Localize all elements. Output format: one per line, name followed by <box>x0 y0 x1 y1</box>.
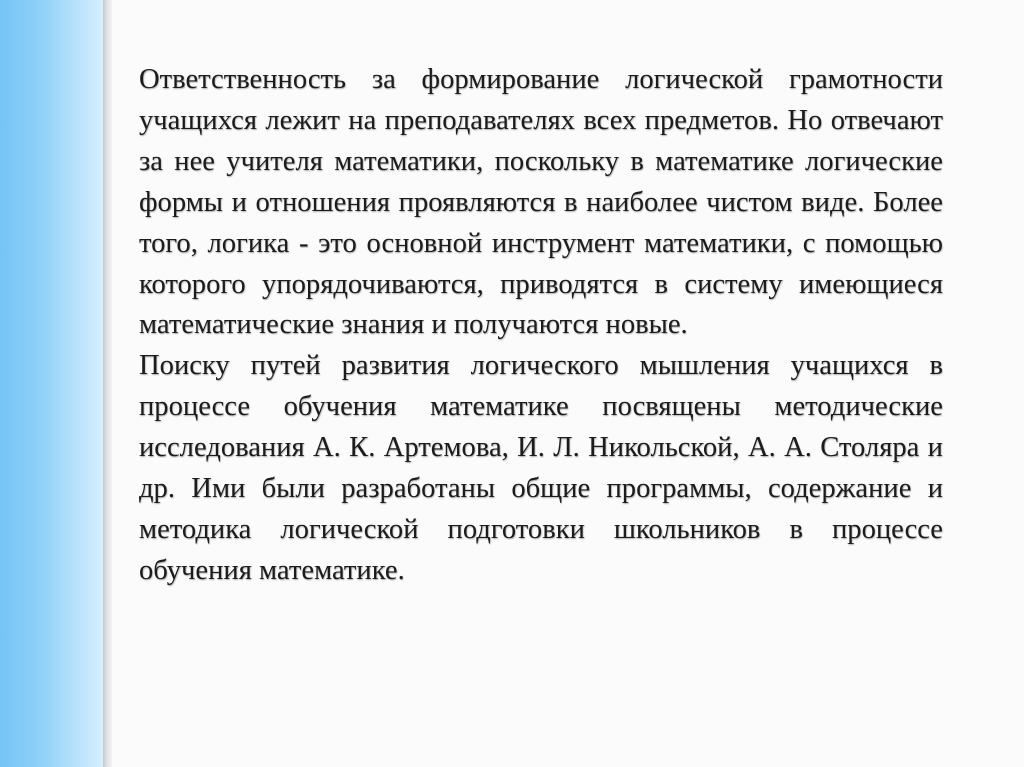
paragraph-1: Ответственность за формирование логической грамотности учащихся лежит на преподавателях всех предметов. Но отвечают за нее учителя математики, поскольку в математике логические формы и отношения проявляются в наиболее чистом виде. Более того, логика - это основной инструмент математики, с помощью которого упорядочиваются, приводятся в систему имеющиеся математические знания и получаются новые. <box>139 64 943 341</box>
sidebar-accent-band <box>0 0 103 767</box>
sidebar-shadow-edge <box>103 0 112 767</box>
slide-body <box>139 60 943 592</box>
paragraph-2: Поиску путей развития логического мышления учащихся в процессе обучения математике посвящены методические исследования А. К. Артемова, И. Л. Никольской, А. А. Столяра и др. Ими были разработаны общие программы, содержание и методика логической подготовки школьников в процессе обучения математике. <box>139 350 943 586</box>
